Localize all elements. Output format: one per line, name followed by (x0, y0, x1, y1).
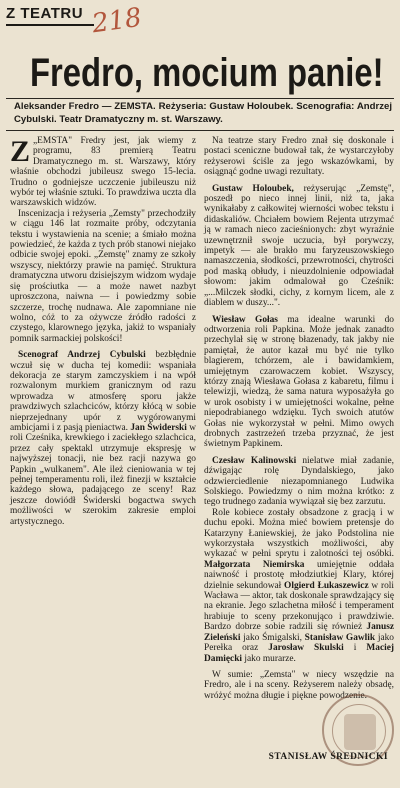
paragraph-text: Inscenizacja i reżyseria „Zemsty" przechodziły w ciągu 146 lat rozmaite próby, odczytania tekstu i wystawienia na scenie; a śmiało można powiedzieć, że każda z tych prób stanowi niejako odbicie swojej epoki. „Zemstę" znamy ze szkoły wszyscy, niektórzy prawie na pamięć. Struktura dramatyczna utworu dzisiejszym widzom wydaje się prościutka — a może nawet nazbyt uproszczona, naiwna — i powiedzmy sobie szczerze, trochę nudnawa. Ale zapomniane nie wolno, cóż to za ożywcze źródło radości z czystego, klarownego języka, jakiż to wspaniały pomnik sarmackiej polskości! (10, 208, 196, 344)
paragraph-text: reżyserując „Zemstę", poszedł po nieco innej linii, niż ta, jaka wynikałaby z całkowitej wierności wobec tekstu i didaskaliów. Chciałem bowiem Rejenta utrzymać ją w ramach nieco zacieśnionych: zbyt wyraźnie uzewnętrznił swoje uczucia, był porywczy, impetyk — ale brakło mu faryzeuszowskiego namaszczenia, słodkości, przewrotności, chytrości pod maską obłudy, i nieuzdolnienie odpowiadał słowom: jakim odmalował go Cześnik: „...Milczek słodki, cichy, z kornym licem, ale z diablem w duszy...". (204, 183, 394, 309)
paragraph-text: jako Perełka oraz (204, 632, 394, 654)
paragraph-text: umiejętnie oddała naiwność i prostotę młodziutkiej Klary, której dzielnie sekundował (204, 559, 395, 591)
name-lead: Stanisław Gawlik (304, 632, 376, 643)
name-lead: Scenograf Andrzej Cybulski (18, 350, 146, 361)
paragraph-text: Role kobiece zostały obsadzone z gracją i w duchu epoki. Można mieć bowiem pretensje do Katarzyny Łaniewskiej, że jako Podstolina nie wykorzystała wszystkich możliwości, aby wykazać w pełni sprytu i zalotności tej osóbki. (204, 507, 394, 560)
name-lead: Olgierd Łukaszewicz (284, 580, 369, 591)
name-lead: Gustaw Holoubek, (212, 183, 294, 194)
name-lead: Wiesław Gołas (212, 314, 278, 325)
paragraph-text: Na teatrze stary Fredro znał się doskonale i postaci sceniczne budował tak, że wystarczyłoby reżyserowi ściśle za jego wskazówkami, by osiągnąć godne uwagi rezultaty. (204, 136, 394, 178)
paragraph-text: ma idealne warunki do odtworzenia roli Papkina. Może jednak zanadto przechylał się w stronę błazenady, tak jakby nie pamiętał, że autor kazał mu być nie tylko blagierem, tchórzem, ale i bawidamkiem, umiejętnym czarowaczem kobiet. Wszyscy, którzy znają Wiesława Gołasa z kabaretu, filmu i telewizji, wiedzą, że sama natura wyposażyła go w urok osobisty i w umiejętności wokalne, pełne niepodrabianego wdzięku. Tych swoich atutów Gołas nie wykorzystał w pełni. Mimo owych drobnych zastrzeżeń trzeba przyznać, że jest świetnym Papkinem. (204, 314, 394, 450)
paragraph-text: jako Śmigalski, (240, 632, 302, 643)
paragraph-text: W sumie: „Zemsta" w niecy wszędzie na Fredro, ale i na sceny. Reżyserem należy obsadę, wróżyć można długie i piękne powodzenie. (204, 669, 394, 701)
drop-cap: Z (10, 135, 31, 168)
paragraph (204, 456, 394, 508)
paragraph (204, 136, 394, 178)
paragraph (10, 209, 196, 344)
name-lead: Czesław Kalinowski (212, 455, 297, 466)
stamp-emblem (344, 714, 376, 750)
headline: Fredro, mocium panie! (30, 51, 384, 95)
paragraph-text: w roli Wacława — aktor, tak doskonale sprawdzający się na ekranie. Jego szlachetna miłość i temperament hrabiuje to sceny przekonująco i prawdziwie. Bardzo dobrze sobie radzili się również (204, 580, 394, 633)
paragraph-text: jako murarze. (242, 653, 296, 664)
paragraph (204, 184, 394, 309)
name-lead: Maciej Damięcki (204, 643, 395, 664)
paragraph-text: nielatwe miał zadanie, dźwigając rolę Dyndalskiego, jako odzwierciedlenie niezapomnianego Ludwika Solskiego. Powiedzmy o nim można krótko: z tego trudnego zadania wywiązał się bez zarzutu. (204, 455, 394, 508)
divider (6, 130, 394, 131)
paragraph (204, 508, 394, 664)
author-signature: STANISŁAW ŚREDNICKI (268, 752, 388, 762)
article-column-left (10, 136, 196, 527)
paragraph (204, 315, 394, 450)
name-lead: Jan Świderski (130, 422, 187, 433)
paragraph-text: i (343, 643, 357, 654)
subtitle-credits: Aleksander Fredro — ZEMSTA. Reżyseria: Gustaw Holoubek. Scenografia: Andrzej Cybulski. Teatr Dramatyczny m. st. Warszawy. (14, 101, 392, 125)
paragraph (10, 136, 196, 209)
divider (6, 98, 394, 99)
name-lead: Janusz Zieleński (204, 622, 395, 643)
name-lead: Małgorzata Niemirska (204, 559, 305, 570)
paragraph-text: w roli Cześnika, krewkiego i zaciekłego szlachcica, przez cały spektakl utrzymuje ekspresję w najwyższej tonacji, nie bez racji nazywa go Papkin „wulkanem". Ale ileż cieniowania w tej pełnej temperamentu roli, ileż finezji w kształcie każdego słowa, padającego ze sceny! Raz jeszcze dowiódł Świderski bogactwa swych możliwości w szerokim zakresie emploi artystycznego. (10, 422, 197, 527)
paragraph-text: bezbłędnie wczuł się w ducha tej komedii: wspaniała dekoracja ze starym zamczyskiem i na wpół rozwalonym murkiem granicznym od razu wprowadza w atmosferę sporu jakże prawdziwych szlachciców, którzy kłócą w sobie nieprzejednany upór z wygórowanymi ambicjami i z pasją pieniactwa. (10, 350, 196, 433)
name-lead: Jarosław Skulski (268, 643, 344, 654)
paragraph-text: „EMSTA" Fredry jest, jak wiemy z programu, 83 premierą Teatru Dramatycznego m. st. Warszawy, który właśnie obchodzi jubileusz swego 15-lecia. Trudno o godniejsze uczczenie jubileuszu niż wybór tej właśnie sztuki. To prawdziwa uczta dla warszawskich widzów. (10, 136, 196, 209)
handwritten-number: 218 (90, 2, 144, 40)
paragraph (10, 350, 196, 527)
article-column-right (204, 136, 394, 701)
section-rubric: Z TEATRU (6, 4, 94, 26)
